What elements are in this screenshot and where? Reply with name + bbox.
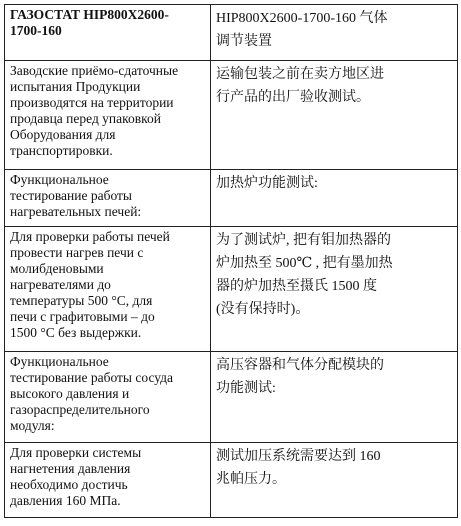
table-row	[5, 227, 458, 352]
russian-cell: ГАЗОСТАТ HIP800X2600- 1700-160	[5, 5, 211, 61]
bilingual-spec-table	[4, 4, 458, 518]
russian-cell: Функциональное тестирование работы нагревательных печей:	[5, 170, 211, 227]
table-row	[5, 5, 458, 61]
table-row	[5, 352, 458, 443]
table-row	[5, 170, 458, 227]
russian-cell: Заводские приёмо-сдаточные испытания Продукции производятся на территории продавца перед упаковкой Оборудования для транспортировки.	[5, 61, 211, 170]
chinese-cell: 加热炉功能测试:	[211, 170, 458, 227]
russian-cell: Для проверки системы нагнетения давления необходимо достичь давления 160 МПа.	[5, 443, 211, 518]
chinese-cell: 为了测试炉, 把有钼加热器的 炉加热至 500℃ , 把有墨加热 器的炉加热至摄氏 1500 度 (没有保持时)。	[211, 227, 458, 352]
table-row	[5, 61, 458, 170]
table-row	[5, 443, 458, 518]
chinese-cell: 运输包装之前在卖方地区进 行产品的出厂验收测试。	[211, 61, 458, 170]
chinese-cell: HIP800X2600-1700-160 气体 调节装置	[211, 5, 458, 61]
chinese-cell: 高压容器和气体分配模块的 功能测试:	[211, 352, 458, 443]
russian-cell: Функциональное тестирование работы сосуда высокого давления и газораспределительного модуля:	[5, 352, 211, 443]
chinese-cell: 测试加压系统需要达到 160 兆帕压力。	[211, 443, 458, 518]
russian-cell: Для проверки работы печей провести нагрев печи с молибденовыми нагревателями до температуры 500 °С, для печи с графитовыми – до 1500 °С без выдержки.	[5, 227, 211, 352]
